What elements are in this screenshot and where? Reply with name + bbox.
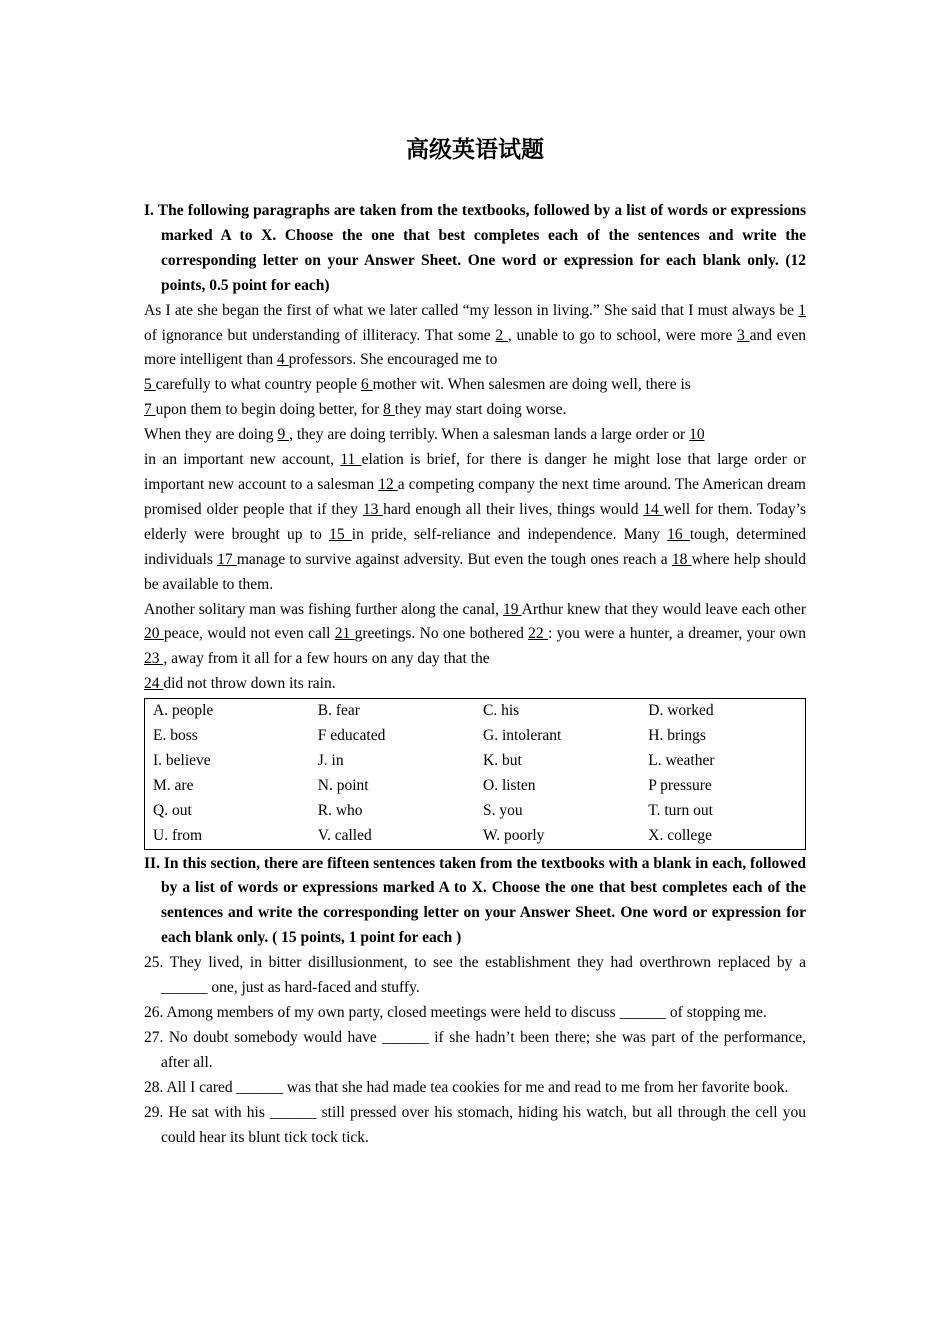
blank-4: 4 [277,351,289,369]
option-cell: J. in [317,751,344,769]
option-cell: C. his [483,702,520,720]
blank-21: 21 [334,625,355,643]
option-cell: D. worked [648,702,714,720]
option-cell: S. you [483,801,523,819]
option-cell: K. but [483,751,522,769]
option-cell: B. fear [317,702,360,720]
blank-3: 3 [737,326,750,344]
option-cell: R. who [317,801,363,819]
passage-text: mother wit. When salesmen are doing well, there is [372,376,691,394]
blank-18: 18 [671,550,692,568]
passage-paragraph-1 [144,299,806,424]
options-row [145,699,806,724]
blank-24: 24 [144,675,164,693]
option-cell: F educated [317,727,386,745]
option-cell: W. poorly [483,826,545,844]
passage-text: , unable to go to school, were more [507,326,738,344]
question-25: 25. They lived, in bitter disillusionment, to see the establishment they had overthrown replaced by a ______ one, just as hard-faced and stuffy. [144,954,806,997]
question-26: 26. Among members of my own party, closed meetings were held to discuss ______ of stopping me. [144,1004,767,1021]
option-cell: V. called [317,826,372,844]
passage-text: manage to survive against adversity. But even the tough ones reach a [236,550,672,568]
option-cell: N. point [317,776,369,794]
passage-text: well for them. Today’s elderly were brought up to [144,500,807,543]
blank-1: 1 [798,301,806,319]
options-table [144,698,806,849]
option-cell: U. from [153,826,203,844]
blank-5: 5 [144,376,156,394]
passage-text: peace, would not even call [163,625,335,643]
passage-text: they may start doing worse. [394,401,567,419]
passage-text: , they are doing terribly. When a salesman lands a large order or [289,426,690,444]
blank-9: 9 [277,426,290,444]
option-cell: P pressure [648,776,712,794]
passage-text: hard enough all their lives, things would [383,500,644,518]
options-row [145,824,806,849]
options-row [145,774,806,799]
blank-23: 23 [144,650,164,668]
option-cell: T. turn out [648,801,713,819]
passage-text: carefully to what country people [155,376,361,394]
passage-text: in pride, self-reliance and independence. Many [351,525,668,543]
passage-paragraph-3 [144,598,806,698]
section-2-heading: II. In this section, there are fifteen sentences taken from the textbooks with a blank in each, followed by a list of words or expressions marked A to X. Choose the one that best completes each of the sentences and write the corresponding letter on your Answer Sheet. One word or expression for each blank only. ( 15 points, 1 point for each ) [144,854,806,947]
passage-text: elation is brief, for there is danger he might lose that large order or important new account to a salesman [144,451,806,493]
blank-15: 15 [329,525,352,543]
passage-text: did not throw down its rain. [163,675,336,693]
option-cell: H. brings [648,727,706,745]
blank-7: 7 [144,401,156,419]
question-28: 28. All I cared ______ was that she had made tea cookies for me and read to me from her favorite book. [144,1078,789,1096]
blank-2: 2 [495,326,508,344]
passage-text: , away from it all for a few hours on any day that the [163,650,490,668]
option-cell: M. are [153,776,194,794]
option-cell: A. people [153,702,214,720]
page-title: 高级英语试题 [406,137,544,163]
blank-8: 8 [383,401,395,419]
passage-text: upon them to begin doing better, for [155,401,384,419]
blank-10: 10 [689,426,705,444]
option-cell: Q. out [153,801,192,819]
blank-20: 20 [144,625,164,643]
passage-text: When they are doing [144,426,278,444]
passage-text: Arthur knew that they would leave each other [521,600,806,618]
option-cell: G. intolerant [483,727,562,745]
passage-text: tough, determined individuals [144,525,807,568]
option-cell: E. boss [153,727,198,745]
passage-text: Another solitary man was fishing further along the canal, [144,600,504,618]
blank-12: 12 [378,475,398,493]
blank-14: 14 [643,500,664,518]
passage-text: of ignorance but understanding of illiteracy. That some [144,326,496,344]
passage-text: a competing company the next time around. The American dream promised older people that if they [144,475,806,518]
passage-paragraph-2 [144,423,806,597]
question-27: 27. No doubt somebody would have ______ if she hadn’t been there; she was part of the performance, after all. [144,1028,806,1071]
passage-text: in an important new account, [144,451,341,469]
question-29: 29. He sat with his ______ still pressed over his stomach, hiding his watch, but all through the cell you could hear its blunt tick tock tick. [144,1103,806,1146]
blank-13: 13 [362,500,384,518]
blank-22: 22 [528,625,548,643]
passage-text: greetings. No one bothered [354,625,529,643]
blank-6: 6 [360,376,373,394]
section-1-heading: I. The following paragraphs are taken from the textbooks, followed by a list of words or expressions marked A to X. Choose the one that best completes each of the sentences and write the corresponding letter on your Answer Sheet. One word or expression for each blank only. (12 points, 0.5 point for each) [144,202,806,294]
blank-17: 17 [217,550,237,568]
options-row [145,724,806,749]
blank-11: 11 [340,451,362,469]
option-cell: I. believe [153,751,211,769]
options-row [145,749,806,774]
option-cell: O. listen [483,776,536,794]
passage-text: where help should be available to them. [144,550,807,593]
option-cell: X. college [648,826,712,844]
option-cell: L. weather [648,751,715,769]
exam-content [144,199,806,1150]
passage-text: : you were a hunter, a dreamer, your own [547,625,806,643]
passage-text: and even more intelligent than [144,326,807,369]
passage-text: As I ate she began the first of what we later called “my lesson in living.” She said that I must always be [144,301,799,319]
blank-19: 19 [503,600,522,618]
passage-text: professors. She encouraged me to [288,351,498,369]
blank-16: 16 [667,525,690,543]
options-row [145,799,806,824]
